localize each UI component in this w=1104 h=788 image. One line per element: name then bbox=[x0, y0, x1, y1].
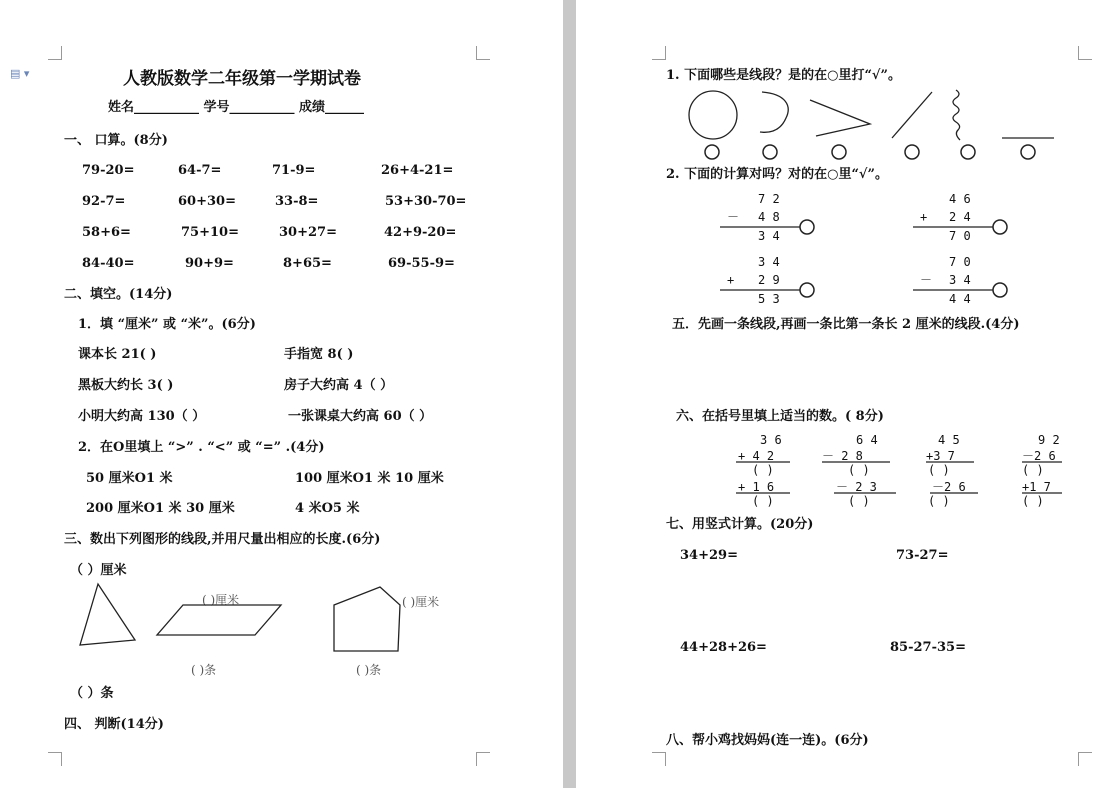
chain-operation: + 4 2 bbox=[738, 449, 775, 463]
mental-math-item: 75+10= bbox=[181, 225, 239, 240]
fill-units-item: 黑板大约长 3( ) bbox=[78, 378, 174, 393]
mental-math-item: 84-40= bbox=[82, 256, 135, 271]
section-2-heading: 二、填空。(14分) bbox=[64, 287, 173, 302]
mental-math-item: 90+9= bbox=[185, 256, 234, 271]
vertical-calc-rule bbox=[716, 218, 816, 238]
vertical-calc-middle: 2 4 bbox=[949, 210, 971, 224]
mental-math-item: 26+4-21= bbox=[381, 163, 454, 178]
page-corner-mark bbox=[48, 752, 62, 766]
section-4-heading: 四、 判断(14分) bbox=[64, 717, 164, 732]
chain-start-number: 6 4 bbox=[856, 433, 878, 447]
chain-operation: +3 7 bbox=[926, 449, 955, 463]
line-segment-question: 1. 下面哪些是线段？是的在○里打“√”。 bbox=[666, 68, 901, 83]
chain-start-number: 9 2 bbox=[1038, 433, 1060, 447]
page-corner-mark bbox=[476, 46, 490, 60]
mental-math-item: 30+27= bbox=[279, 225, 337, 240]
chain-operation: － 2 8 bbox=[822, 449, 863, 463]
mental-math-item: 92-7= bbox=[82, 194, 126, 209]
fill-units-item: 小明大约高 130（ ） bbox=[78, 409, 206, 424]
vertical-calc-result: 5 3 bbox=[758, 292, 780, 306]
fill-units-item: 手指宽 8( ) bbox=[284, 347, 354, 362]
vertical-calc-top: 7 2 bbox=[758, 192, 780, 206]
chain-start-number: 3 6 bbox=[760, 433, 782, 447]
chain-blank: ( ) bbox=[752, 494, 774, 508]
mental-math-item: 8+65= bbox=[283, 256, 332, 271]
section-7-heading: 七、用竖式计算。(20分) bbox=[666, 517, 814, 532]
pentagon-length-label: ( )厘米 bbox=[402, 595, 440, 609]
page-gutter bbox=[563, 0, 576, 788]
chain-blank: ( ) bbox=[928, 494, 950, 508]
mental-math-item: 60+30= bbox=[178, 194, 236, 209]
vertical-calc-middle: 3 4 bbox=[949, 273, 971, 287]
parallelogram-length-label: ( )厘米 bbox=[202, 593, 240, 607]
section-8-heading: 八、帮小鸡找妈妈(连一连)。(6分) bbox=[666, 733, 869, 748]
chain-blank: ( ) bbox=[752, 463, 774, 477]
vertical-calc-result: 4 4 bbox=[949, 292, 971, 306]
fill-units-item: 课本长 21( ) bbox=[78, 347, 157, 362]
parallelogram-figure bbox=[155, 603, 283, 637]
chain-operation: －2 6 bbox=[932, 480, 966, 494]
vertical-calc-middle: 4 8 bbox=[758, 210, 780, 224]
compare-item: 200 厘米O1 米 30 厘米 bbox=[86, 501, 235, 516]
mental-math-item: 53+30-70= bbox=[385, 194, 467, 209]
vertical-calc-rule bbox=[909, 281, 1009, 301]
chain-operation: － 2 3 bbox=[836, 480, 877, 494]
fill-units-item: 房子大约高 4（ ） bbox=[284, 378, 394, 393]
page-corner-mark bbox=[652, 46, 666, 60]
mental-math-item: 69-55-9= bbox=[388, 256, 455, 271]
fill-units-item: 一张课桌大约高 60（ ） bbox=[288, 409, 433, 424]
chain-operation: －2 6 bbox=[1022, 449, 1056, 463]
mental-math-item: 33-8= bbox=[275, 194, 319, 209]
page-corner-mark bbox=[476, 752, 490, 766]
chain-blank: ( ) bbox=[1022, 463, 1044, 477]
compare-item: 4 米O5 米 bbox=[295, 501, 360, 516]
line-figures bbox=[676, 88, 1076, 162]
chain-blank: ( ) bbox=[848, 463, 870, 477]
column-calc-item: 85-27-35= bbox=[890, 640, 966, 655]
vertical-calc-top: 4 6 bbox=[949, 192, 971, 206]
vertical-calc-result: 3 4 bbox=[758, 229, 780, 243]
mental-math-item: 79-20= bbox=[82, 163, 135, 178]
column-calc-item: 73-27= bbox=[896, 548, 949, 563]
chain-start-number: 4 5 bbox=[938, 433, 960, 447]
mental-math-item: 71-9= bbox=[272, 163, 316, 178]
chain-blank: ( ) bbox=[928, 463, 950, 477]
pentagon-count-label: ( )条 bbox=[356, 663, 382, 677]
chain-blank: ( ) bbox=[1022, 494, 1044, 508]
section-6-heading: 六、在括号里填上适当的数。( 8分) bbox=[676, 409, 884, 424]
page-title: 人教版数学二年级第一学期试卷 bbox=[123, 69, 361, 89]
compare-question: 2．在O里填上 “>” . “<” 或 “=” .(4分) bbox=[78, 440, 325, 455]
vertical-calc-top: 3 4 bbox=[758, 255, 780, 269]
page-right bbox=[576, 0, 1104, 788]
page-corner-mark bbox=[652, 752, 666, 766]
chain-blank: ( ) bbox=[848, 494, 870, 508]
compare-item: 100 厘米O1 米 10 厘米 bbox=[295, 471, 444, 486]
chain-rules bbox=[736, 461, 796, 497]
vertical-calc-operator: － bbox=[920, 273, 933, 287]
chain-rules bbox=[926, 461, 986, 497]
mental-math-item: 64-7= bbox=[178, 163, 222, 178]
column-calc-item: 44+28+26= bbox=[680, 640, 767, 655]
student-info-fields: 姓名__________ 学号__________ 成绩______ bbox=[108, 100, 365, 115]
vertical-calc-operator: + bbox=[920, 210, 928, 224]
chain-rules bbox=[822, 461, 898, 497]
chain-operation: + 1 6 bbox=[738, 480, 775, 494]
vertical-calc-middle: 2 9 bbox=[758, 273, 780, 287]
column-calc-item: 34+29= bbox=[680, 548, 738, 563]
vertical-calc-rule bbox=[909, 218, 1009, 238]
triangle-length-label: （ ）厘米 bbox=[70, 563, 127, 578]
page-corner-mark bbox=[1078, 752, 1092, 766]
triangle-figure bbox=[78, 580, 140, 650]
vertical-calc-rule bbox=[716, 281, 816, 301]
mental-math-item: 58+6= bbox=[82, 225, 131, 240]
section-1-heading: 一、 口算。(8分) bbox=[64, 133, 168, 148]
vertical-calc-operator: + bbox=[727, 273, 735, 287]
section-3-heading: 三、数出下列图形的线段,并用尺量出相应的长度.(6分) bbox=[64, 532, 381, 547]
chain-rules bbox=[1022, 461, 1072, 497]
section-5-heading: 五．先画一条线段,再画一条比第一条长 2 厘米的线段.(4分) bbox=[672, 317, 1020, 332]
page-corner-mark bbox=[1078, 46, 1092, 60]
document-icon[interactable]: ▤ ▾ bbox=[10, 67, 30, 80]
vertical-calc-top: 7 0 bbox=[949, 255, 971, 269]
page-corner-mark bbox=[48, 46, 62, 60]
fill-units-question: 1．填 “厘米” 或 “米”。(6分) bbox=[78, 317, 256, 332]
chain-operation: +1 7 bbox=[1022, 480, 1051, 494]
pentagon-figure bbox=[332, 585, 404, 655]
vertical-calc-operator: － bbox=[727, 210, 740, 224]
mental-math-item: 42+9-20= bbox=[384, 225, 457, 240]
parallelogram-count-label: ( )条 bbox=[191, 663, 217, 677]
check-calc-question: 2. 下面的计算对吗？对的在○里“√”。 bbox=[666, 167, 888, 182]
compare-item: 50 厘米O1 米 bbox=[86, 471, 173, 486]
vertical-calc-result: 7 0 bbox=[949, 229, 971, 243]
triangle-count-label: （ ）条 bbox=[70, 686, 114, 701]
